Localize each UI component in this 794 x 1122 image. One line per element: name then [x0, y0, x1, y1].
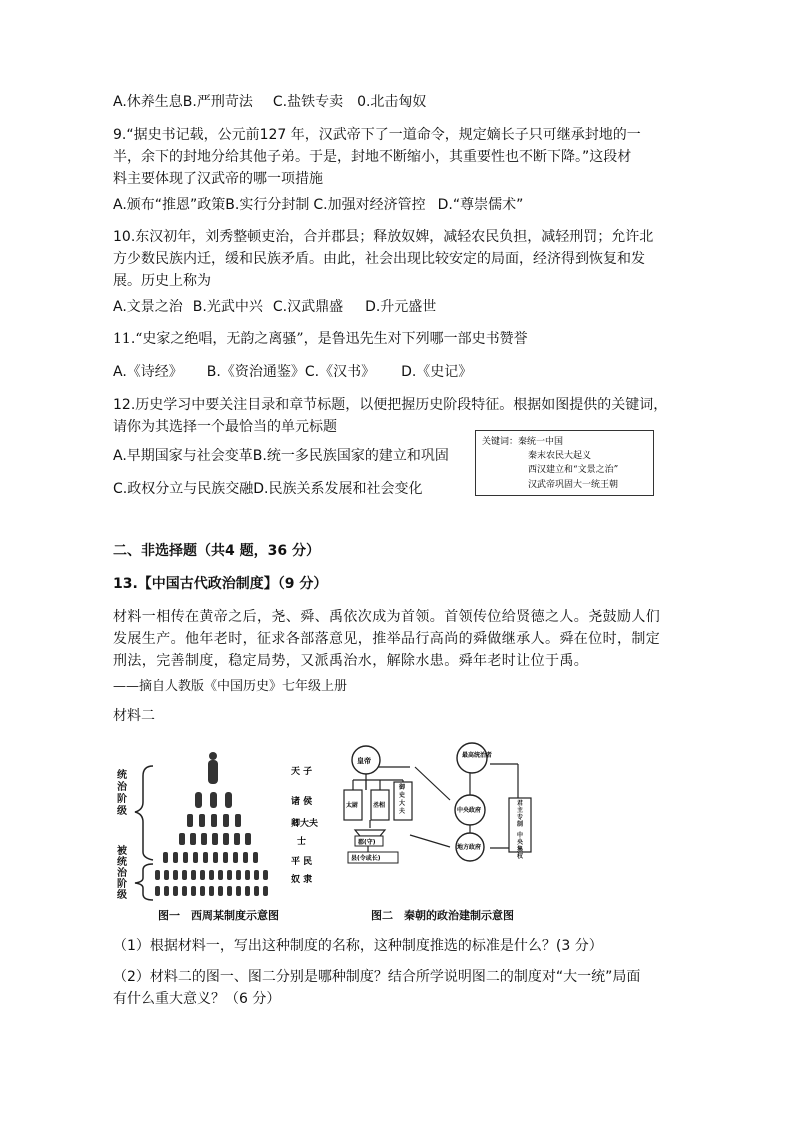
ruled-class-wrap: [117, 846, 131, 906]
q12-text-line1: 12.历史学习中要关注目录和章节标题，以便把握历史阶段特征。根据如图提供的关键词，: [113, 397, 668, 413]
figure-1-pyramid: [113, 740, 333, 905]
keyword-1: 关键词：秦统一中国: [482, 437, 564, 447]
rank-nuli: 奴 隶: [291, 875, 313, 885]
figure-1-caption: 图一 西周某制度示意图: [158, 909, 279, 922]
q9-option-d: D.“尊崇儒术”: [437, 197, 524, 213]
q9-option-a: A.颁布“推恩”政策: [113, 197, 226, 213]
keyword-3: 西汉建立和“文景之治”: [528, 465, 619, 475]
rank-qingdafu: 卿大夫: [291, 819, 319, 829]
label-chengxiang: 丞相: [373, 802, 386, 809]
label-jun: 郡(守): [358, 839, 376, 846]
q11-option-b: B.《资治通鉴》: [206, 364, 305, 380]
label-ruling-class-text: 统治阶级: [117, 770, 127, 817]
q10-text-line3: 展。历史上称为: [113, 273, 211, 289]
q12-text-line2: 请你为其选择一个最恰当的单元标题: [113, 419, 337, 435]
label-centralization: 中央集权: [517, 832, 524, 860]
label-autocracy: 君主专制: [517, 800, 524, 828]
q10-options: [113, 296, 436, 318]
concepts-wrap: [512, 800, 530, 860]
material-1-line1: 材料一相传在黄帝之后，尧、舜、禹依次成为首领。首领传位给贤德之人。尧鼓励人们: [113, 609, 661, 625]
q8-options: [113, 91, 426, 113]
q12-options-cd: C.政权分立与民族交融D.民族关系发展和社会变化: [113, 481, 423, 497]
q10-option-b: B.光武中兴: [192, 299, 263, 315]
material-1-line3: 刑法，完善制度，稳定局势，又派禹治水，解除水患。舜年老时让位于禹。: [113, 653, 589, 669]
rank-pingmin: 平 民: [291, 857, 313, 867]
keyword-4: 汉武帝巩固大一统王朝: [528, 480, 619, 490]
label-emperor: 皇帝: [357, 757, 371, 765]
q9-text-line3: 料主要体现了汉武帝的哪一项措施: [113, 171, 323, 187]
material-2-label: 材料二: [113, 708, 155, 724]
q10-option-d: D.升元盛世: [365, 299, 437, 315]
row-4: [179, 833, 251, 845]
pyramid-figures: [155, 752, 268, 896]
q13-sub2-line1: （2）材料二的图一、图二分别是哪种制度？结合所学说明图二的制度对“大一统”局面: [113, 969, 641, 985]
q9-option-b: B.实行分封制: [225, 197, 310, 213]
rank-tianzi: 天 子: [291, 767, 313, 777]
keyword-box: [475, 430, 654, 496]
q10-text-line2: 方少数民族内迁，缓和民族矛盾。由此，社会出现比较安定的局面，经济得到恢复和发: [113, 251, 645, 267]
yushi-wrap: [395, 784, 411, 820]
q12-options-ab: A.早期国家与社会变革B.统一多民族国家的建立和巩固: [113, 448, 449, 464]
q9-text-line1: 9.“据史书记载，公元前127 年，汉武帝下了一道命令，规定嫡长子只可继承封地的一: [113, 127, 641, 143]
material-1-source: ——摘自人教版《中国历史》七年级上册: [113, 679, 348, 694]
rank-labels: [290, 766, 318, 885]
q8-option-b: B.严刑苛法: [182, 94, 253, 110]
label-xian: 县(令或长): [351, 855, 381, 862]
keyword-2: 秦末农民大起义: [528, 451, 592, 461]
q10-option-c: C.汉武鼎盛: [272, 299, 344, 315]
emperor-figure: [208, 760, 218, 784]
label-central-govt: 中央政府: [457, 807, 482, 814]
row-5: [163, 852, 258, 863]
brace-ruling: [135, 766, 153, 860]
label-ruled-class-text: 被统治阶级: [117, 846, 127, 901]
q11-option-a: A.《诗经》: [113, 364, 183, 380]
ruling-class-wrap: [117, 770, 131, 850]
q8-option-d: 0.北击匈奴: [357, 94, 427, 110]
label-yushi: 御史大夫: [399, 784, 406, 815]
row-3: [187, 814, 241, 827]
q9-option-c: C.加强对经济管控: [313, 197, 426, 213]
label-supreme-ruler: 最高统治者: [462, 752, 493, 759]
q8-option-c: C.盐铁专卖: [272, 94, 344, 110]
label-taiwei: 太尉: [346, 802, 359, 809]
rank-zhuhou: 诸 侯: [291, 797, 313, 807]
figure-2-caption: 图二 秦朝的政治建制示意图: [371, 909, 514, 922]
q9-text-line2: 半，余下的封地分给其他子弟。于是，封地不断缩小，其重要性也不断下降。”这段材: [113, 149, 632, 165]
q8-option-a: A.休养生息: [113, 94, 183, 110]
q11-option-c: C.《汉书》: [304, 364, 376, 380]
q10-text-line1: 10.东汉初年，刘秀整顿吏治，合并郡县；释放奴婢，减轻农民负担，减轻刑罚；允许北: [113, 229, 654, 245]
brace-ruled: [135, 864, 153, 900]
section-2-title: 二、非选择题（共4 题，36 分）: [113, 543, 320, 559]
material-1-line2: 发展生产。他年老时，征求各部落意见，推举品行高尚的舜做继承人。舜在位时，制定: [113, 631, 661, 647]
figure-2-diagram: [340, 740, 540, 900]
q13-sub2-line2: 有什么重大意义？（6 分）: [113, 991, 281, 1007]
q11-options: [113, 361, 472, 383]
row-7: [155, 886, 268, 896]
q9-options: [113, 194, 523, 216]
q13-title: 13.【中国古代政治制度】（9 分）: [113, 576, 328, 592]
label-local-govt: 地方政府: [457, 844, 482, 851]
q11-text: 11.“史家之绝唱，无韵之离骚”，是鲁迅先生对下列哪一部史书赞誉: [113, 331, 528, 347]
q11-option-d: D.《史记》: [401, 364, 473, 380]
funnel-shape: [355, 830, 385, 836]
row-2: [195, 792, 232, 808]
rank-shi: 士: [297, 837, 307, 847]
row-6: [155, 870, 268, 880]
q13-sub1: （1）根据材料一，写出这种制度的名称，这种制度推选的标准是什么？(3 分）: [113, 938, 603, 954]
emperor-head: [209, 752, 217, 760]
q10-option-a: A.文景之治: [113, 299, 183, 315]
